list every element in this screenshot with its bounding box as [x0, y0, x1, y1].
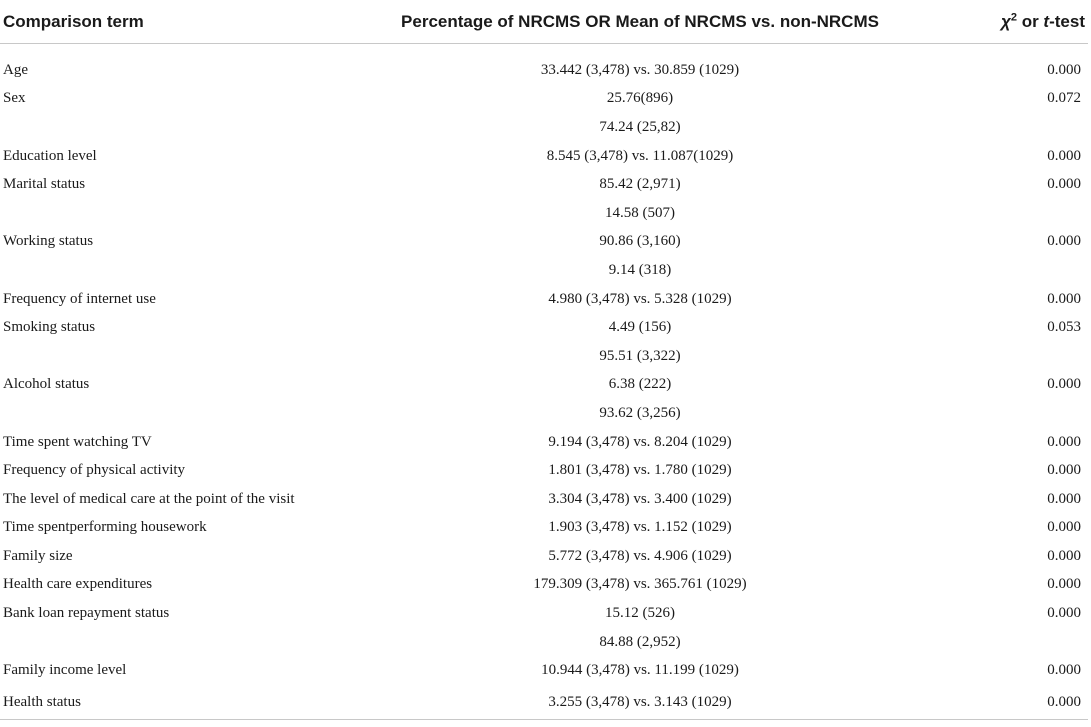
row-test-value: 0.000	[1047, 376, 1081, 393]
table-row	[0, 485, 1088, 514]
row-comparison-term: Time spentperforming housework	[3, 519, 207, 536]
row-percentage: 25.76(896)	[606, 90, 674, 107]
row-percentage: 1.801 (3,478) vs. 1.780 (1029)	[548, 462, 732, 479]
row-test-value: 0.000	[1047, 433, 1081, 450]
row-test-value	[920, 399, 1088, 428]
row-comparison-term: Sex	[3, 90, 26, 107]
row-test-value: 0.000	[1047, 662, 1081, 679]
row-percentage: 4.980 (3,478) vs. 5.328 (1029)	[548, 290, 732, 307]
header-t-symbol: t	[1043, 11, 1050, 31]
table-row	[0, 285, 1088, 314]
row-test-value: 0.053	[1047, 319, 1081, 336]
row-comparison-term	[0, 628, 360, 657]
table-row	[0, 628, 1088, 657]
row-test-value: 0.000	[1047, 462, 1081, 479]
row-test-value	[920, 113, 1088, 142]
row-comparison-term	[0, 199, 360, 228]
table-row	[0, 199, 1088, 228]
row-test-value: 0.000	[1047, 576, 1081, 593]
row-comparison-term: Education level	[3, 147, 97, 164]
row-test-value	[920, 199, 1088, 228]
table-row	[0, 313, 1088, 342]
table-row	[0, 342, 1088, 371]
row-comparison-term: Age	[3, 61, 28, 78]
row-percentage: 33.442 (3,478) vs. 30.859 (1029)	[540, 61, 740, 78]
table-row	[0, 456, 1088, 485]
row-comparison-term: Marital status	[3, 176, 86, 193]
row-percentage: 1.903 (3,478) vs. 1.152 (1029)	[548, 519, 732, 536]
row-test-value	[920, 256, 1088, 285]
row-percentage: 179.309 (3,478) vs. 365.761 (1029)	[533, 576, 747, 593]
row-percentage: 8.545 (3,478) vs. 11.087(1029)	[546, 147, 734, 164]
row-test-value: 0.072	[1047, 90, 1081, 107]
row-test-value: 0.000	[1047, 605, 1081, 622]
row-comparison-term: The level of medical care at the point of the visit	[3, 490, 295, 507]
table-row	[0, 142, 1088, 171]
spacer-row	[0, 44, 1088, 57]
table-row	[0, 685, 1088, 720]
table-row	[0, 571, 1088, 600]
header-chi-superscript: 2	[1010, 10, 1017, 23]
row-comparison-term: Smoking status	[3, 319, 96, 336]
row-test-value	[920, 628, 1088, 657]
table-row	[0, 228, 1088, 257]
row-comparison-term: Working status	[3, 233, 94, 250]
header-or-text: or	[1016, 11, 1044, 31]
table-row	[0, 256, 1088, 285]
table-row	[0, 399, 1088, 428]
row-test-value: 0.000	[1047, 61, 1081, 78]
table-row	[0, 542, 1088, 571]
row-percentage: 85.42 (2,971)	[599, 176, 681, 193]
row-comparison-term: Frequency of internet use	[3, 290, 156, 307]
table-body	[0, 44, 1088, 720]
row-percentage: 3.255 (3,478) vs. 3.143 (1029)	[360, 685, 920, 720]
table-row	[0, 656, 1088, 685]
row-test-value: 0.000	[1047, 176, 1081, 193]
row-test-value: 0.000	[1047, 490, 1081, 507]
row-test-value: 0.000	[1047, 147, 1081, 164]
row-percentage: 84.88 (2,952)	[599, 633, 681, 650]
header-test	[920, 0, 1088, 44]
table-row	[0, 85, 1088, 114]
row-comparison-term: Time spent watching TV	[3, 433, 152, 450]
table-row	[0, 371, 1088, 400]
header-chi-symbol: χ	[1001, 11, 1011, 31]
row-test-value: 0.000	[1047, 547, 1081, 564]
table-row	[0, 514, 1088, 543]
header-row	[0, 0, 1088, 44]
row-percentage: 9.14 (318)	[608, 261, 672, 278]
header-percentage: Percentage of NRCMS OR Mean of NRCMS vs. non-NRCMS	[360, 0, 920, 44]
table-row	[0, 599, 1088, 628]
table-row	[0, 428, 1088, 457]
table-header	[0, 0, 1088, 44]
row-percentage: 15.12 (526)	[605, 605, 675, 622]
row-comparison-term: Family income level	[3, 662, 127, 679]
row-percentage: 4.49 (156)	[608, 319, 672, 336]
row-percentage: 95.51 (3,322)	[599, 347, 681, 364]
row-comparison-term: Alcohol status	[3, 376, 90, 393]
row-test-value: 0.000	[1047, 233, 1081, 250]
row-percentage: 6.38 (222)	[608, 376, 672, 393]
row-test-value: 0.000	[1047, 519, 1081, 536]
row-comparison-term	[0, 342, 360, 371]
row-comparison-term	[0, 256, 360, 285]
row-comparison-term: Bank loan repayment status	[3, 605, 170, 622]
row-comparison-term	[0, 113, 360, 142]
row-percentage: 5.772 (3,478) vs. 4.906 (1029)	[548, 547, 732, 564]
row-percentage: 3.304 (3,478) vs. 3.400 (1029)	[548, 490, 732, 507]
row-percentage: 10.944 (3,478) vs. 11.199 (1029)	[541, 662, 739, 679]
table-row	[0, 56, 1088, 85]
row-percentage: 9.194 (3,478) vs. 8.204 (1029)	[548, 433, 732, 450]
row-test-value: 0.000	[1047, 290, 1081, 307]
row-comparison-term: Family size	[3, 547, 73, 564]
row-test-value: 0.000	[920, 685, 1088, 720]
header-comparison-term: Comparison term	[0, 0, 360, 44]
row-test-value	[920, 342, 1088, 371]
table-row	[0, 170, 1088, 199]
row-comparison-term	[0, 399, 360, 428]
header-test-suffix: -test	[1049, 11, 1085, 31]
row-percentage: 74.24 (25,82)	[599, 118, 681, 135]
row-comparison-term: Health care expenditures	[3, 576, 153, 593]
row-percentage: 14.58 (507)	[605, 204, 675, 221]
row-percentage: 93.62 (3,256)	[599, 404, 681, 421]
table-row	[0, 113, 1088, 142]
row-comparison-term: Health status	[0, 685, 360, 720]
row-comparison-term: Frequency of physical activity	[3, 462, 186, 479]
row-percentage: 90.86 (3,160)	[599, 233, 681, 250]
